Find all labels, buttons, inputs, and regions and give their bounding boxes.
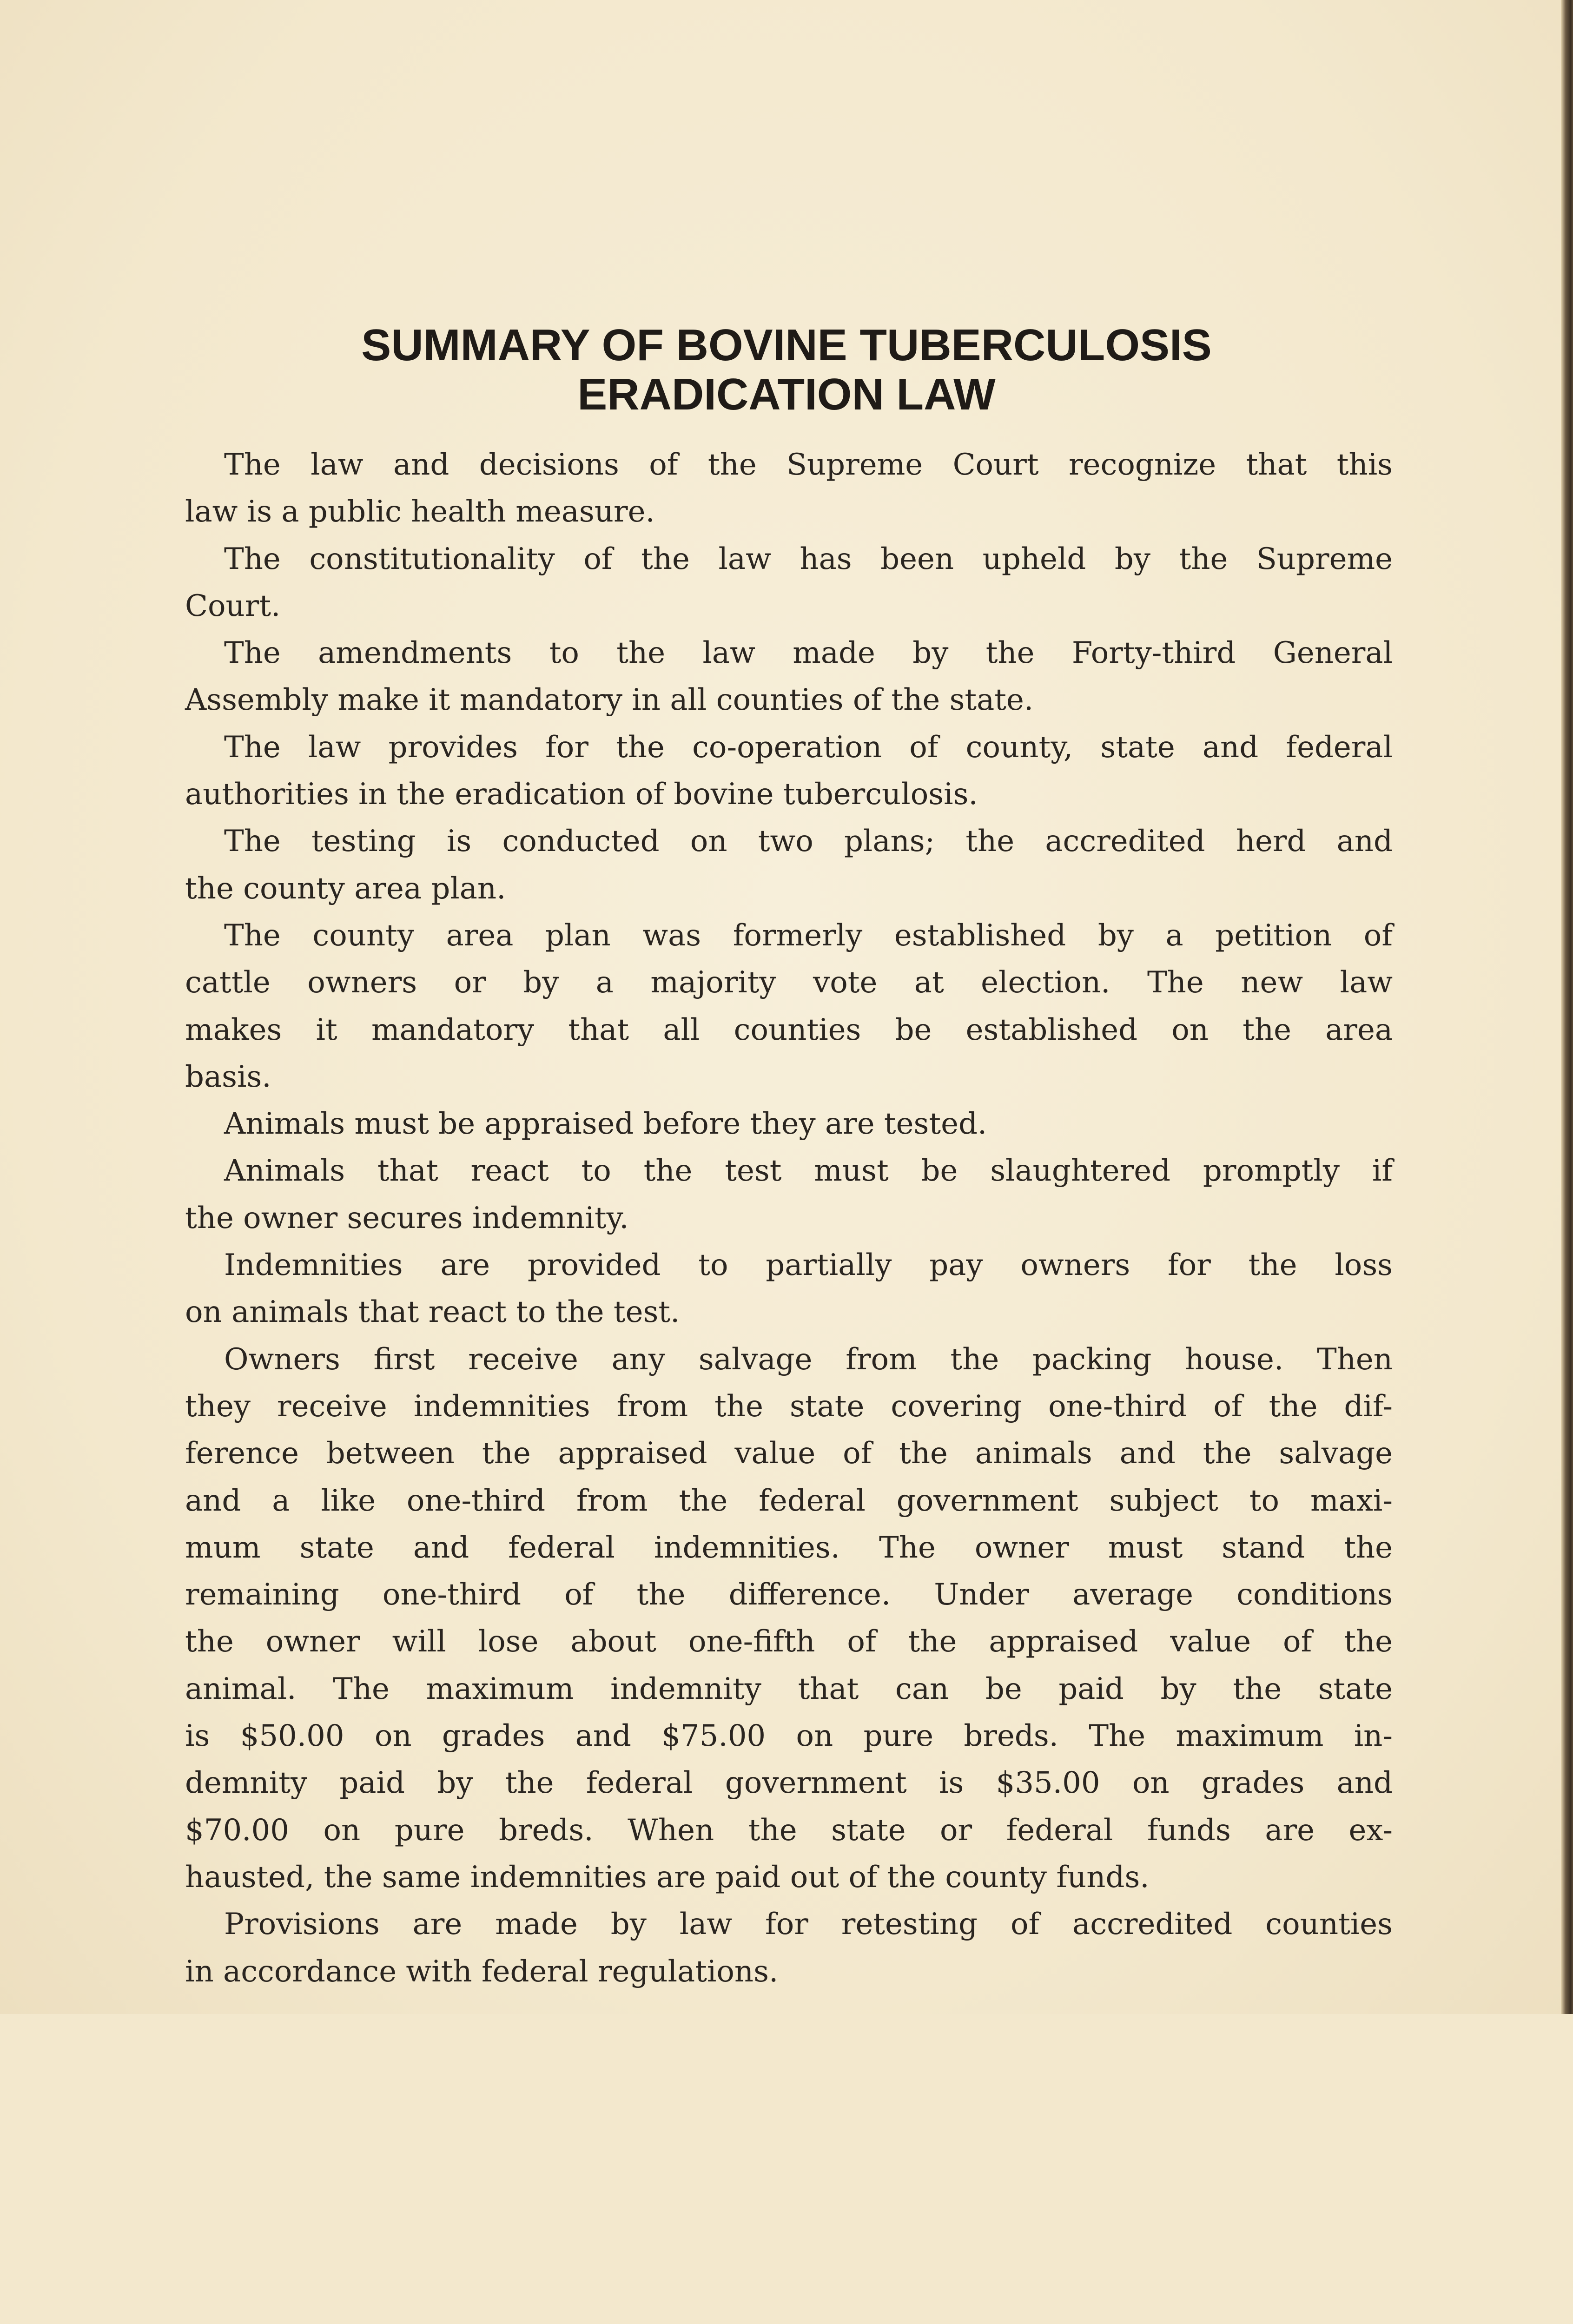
text-line: mum state and federal indemnities. The owner must stand the <box>185 1530 1393 1565</box>
paragraph <box>185 912 1393 1101</box>
text-line: the owner will lose about one-fifth of the appraised value of the <box>185 1624 1393 1659</box>
paragraph <box>185 630 1393 724</box>
paragraph <box>185 1901 1393 1995</box>
text-line: The law and decisions of the Supreme Court recognize that this <box>224 448 1393 482</box>
paragraph <box>185 1242 1393 1336</box>
text-line: is $50.00 on grades and $75.00 on pure breds. The maximum in- <box>185 1719 1393 1754</box>
text-line: The county area plan was formerly established by a petition of <box>224 918 1393 953</box>
text-line: hausted, the same indemnities are paid out of the county funds. <box>185 1860 1150 1895</box>
text-line: The amendments to the law made by the Forty-third General <box>224 636 1393 671</box>
paragraph <box>185 724 1393 819</box>
text-line: remaining one-third of the difference. Under average conditions <box>185 1578 1393 1612</box>
text-line: Provisions are made by law for retesting of accredited counties <box>224 1907 1393 1942</box>
paragraph <box>185 818 1393 912</box>
text-line: animal. The maximum indemnity that can be paid by the state <box>185 1671 1393 1706</box>
text-line: Assembly make it mandatory in all counties of the state. <box>185 683 1034 718</box>
paragraph <box>185 1336 1393 1901</box>
document-body <box>185 442 1393 1995</box>
text-line: cattle owners or by a majority vote at election. The new law <box>185 965 1393 1000</box>
text-line: Court. <box>185 588 281 623</box>
text-line: in accordance with federal regulations. <box>185 1954 779 1989</box>
text-line: and a like one-third from the federal government subject to maxi- <box>185 1483 1393 1518</box>
text-line: makes it mandatory that all counties be established on the area <box>185 1012 1393 1047</box>
title-line-2: ERADICATION LAW <box>577 370 996 419</box>
text-line: on animals that react to the test. <box>185 1295 680 1330</box>
text-line: Indemnities are provided to partially pay owners for the loss <box>224 1248 1393 1283</box>
page-title <box>0 321 1573 419</box>
text-line: The law provides for the co-operation of county, state and federal <box>224 730 1393 765</box>
text-line: Owners first receive any salvage from the packing house. Then <box>224 1342 1393 1377</box>
text-line: demnity paid by the federal government is $35.00 on grades and <box>185 1766 1393 1801</box>
paragraph <box>185 1148 1393 1242</box>
paragraph <box>185 1101 1393 1148</box>
text-line: authorities in the eradication of bovine tuberculosis. <box>185 777 978 812</box>
text-line: Animals must be appraised before they are tested. <box>224 1107 987 1142</box>
text-line: The constitutionality of the law has been upheld by the Supreme <box>224 541 1393 576</box>
page-binding-edge <box>1561 0 1573 2014</box>
paragraph <box>185 442 1393 536</box>
text-line: Animals that react to the test must be slaughtered promptly if <box>224 1154 1393 1188</box>
text-line: The testing is conducted on two plans; the accredited herd and <box>224 824 1393 859</box>
title-line-1: SUMMARY OF BOVINE TUBERCULOSIS <box>361 320 1212 370</box>
text-line: $70.00 on pure breds. When the state or federal funds are ex- <box>185 1813 1393 1848</box>
text-line: the county area plan. <box>185 871 506 906</box>
text-line: basis. <box>185 1059 271 1094</box>
text-line: they receive indemnities from the state covering one-third of the dif- <box>185 1389 1393 1424</box>
text-line: the owner secures indemnity. <box>185 1201 629 1235</box>
paragraph <box>185 536 1393 630</box>
text-line: ference between the appraised value of the animals and the salvage <box>185 1436 1393 1471</box>
text-line: law is a public health measure. <box>185 495 655 529</box>
